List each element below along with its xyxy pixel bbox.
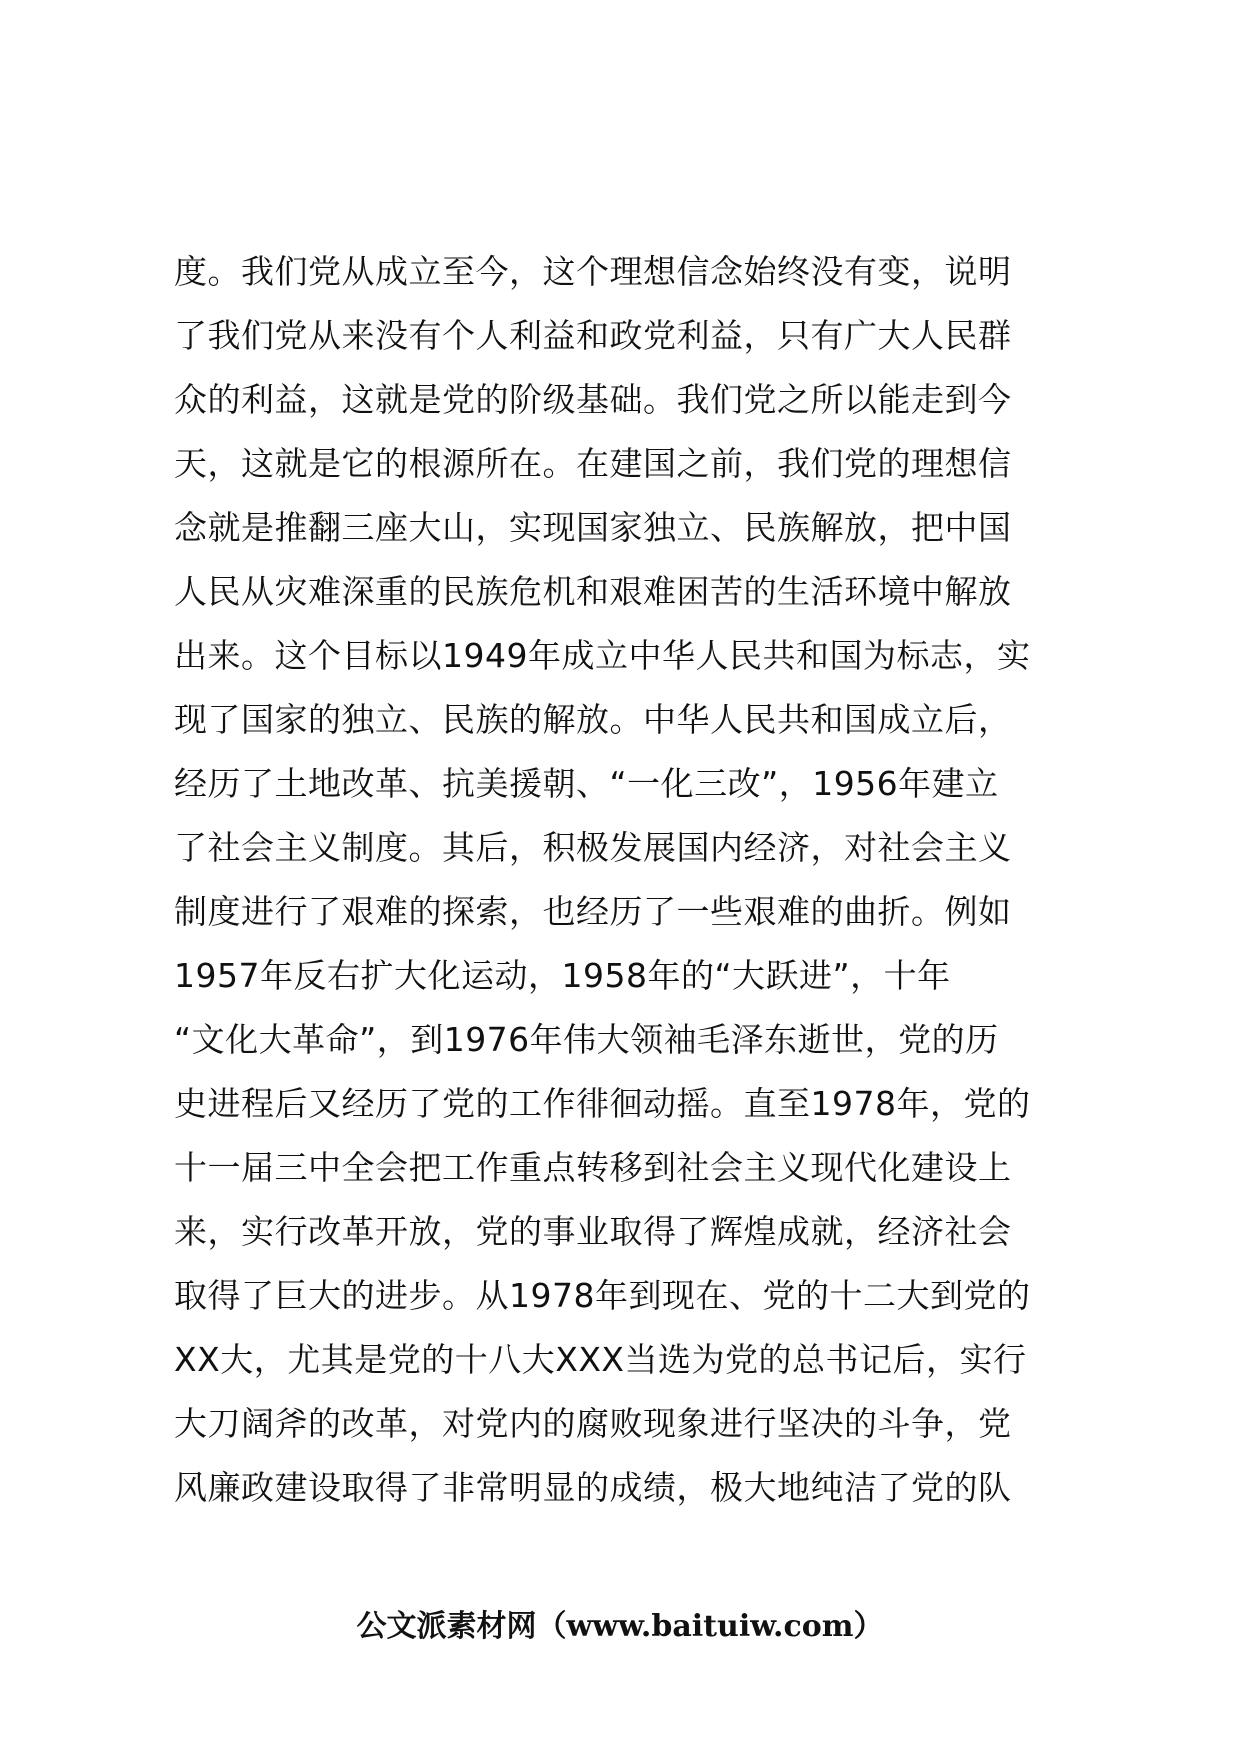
text-line: 取得了巨大的进步。从1978年到现在、党的十二大到党的 bbox=[174, 1276, 1031, 1315]
text-line: 现了国家的独立、民族的解放。中华人民共和国成立后， bbox=[174, 700, 1012, 739]
text-line: 史进程后又经历了党的工作徘徊动摇。直至1978年，党的 bbox=[174, 1084, 1031, 1123]
text-line: 十一届三中全会把工作重点转移到社会主义现代化建设上 bbox=[174, 1148, 1012, 1187]
body-text bbox=[174, 240, 1114, 1520]
page-footer: 公文派素材网（www.baituiw.com） bbox=[356, 1609, 884, 1644]
text-line: 了我们党从来没有个人利益和政党利益，只有广大人民群 bbox=[174, 316, 1012, 355]
text-line: 来，实行改革开放，党的事业取得了辉煌成就，经济社会 bbox=[174, 1212, 1012, 1251]
text-line: “文化大革命”，到1976年伟大领袖毛泽东逝世，党的历 bbox=[174, 1020, 999, 1059]
text-line: 念就是推翻三座大山，实现国家独立、民族解放，把中国 bbox=[174, 508, 1012, 547]
text-line: XX大，尤其是党的十八大XXX当选为党的总书记后，实行 bbox=[174, 1340, 1027, 1379]
text-line: 大刀阔斧的改革，对党内的腐败现象进行坚决的斗争，党 bbox=[174, 1404, 1012, 1443]
text-line: 众的利益，这就是党的阶级基础。我们党之所以能走到今 bbox=[174, 380, 1012, 419]
text-line: 风廉政建设取得了非常明显的成绩，极大地纯洁了党的队 bbox=[174, 1468, 1012, 1507]
text-line: 度。我们党从成立至今，这个理想信念始终没有变，说明 bbox=[174, 252, 1012, 291]
text-line: 1957年反右扩大化运动，1958年的“大跃进”，十年 bbox=[174, 956, 951, 995]
text-line: 经历了土地改革、抗美援朝、“一化三改”，1956年建立 bbox=[174, 764, 999, 803]
text-line: 天，这就是它的根源所在。在建国之前，我们党的理想信 bbox=[174, 444, 1012, 483]
text-line: 人民从灾难深重的民族危机和艰难困苦的生活环境中解放 bbox=[174, 572, 1012, 611]
text-line: 了社会主义制度。其后，积极发展国内经济，对社会主义 bbox=[174, 828, 1012, 867]
text-line: 制度进行了艰难的探索，也经历了一些艰难的曲折。例如 bbox=[174, 892, 1012, 931]
text-line: 出来。这个目标以1949年成立中华人民共和国为标志，实 bbox=[174, 636, 1031, 675]
